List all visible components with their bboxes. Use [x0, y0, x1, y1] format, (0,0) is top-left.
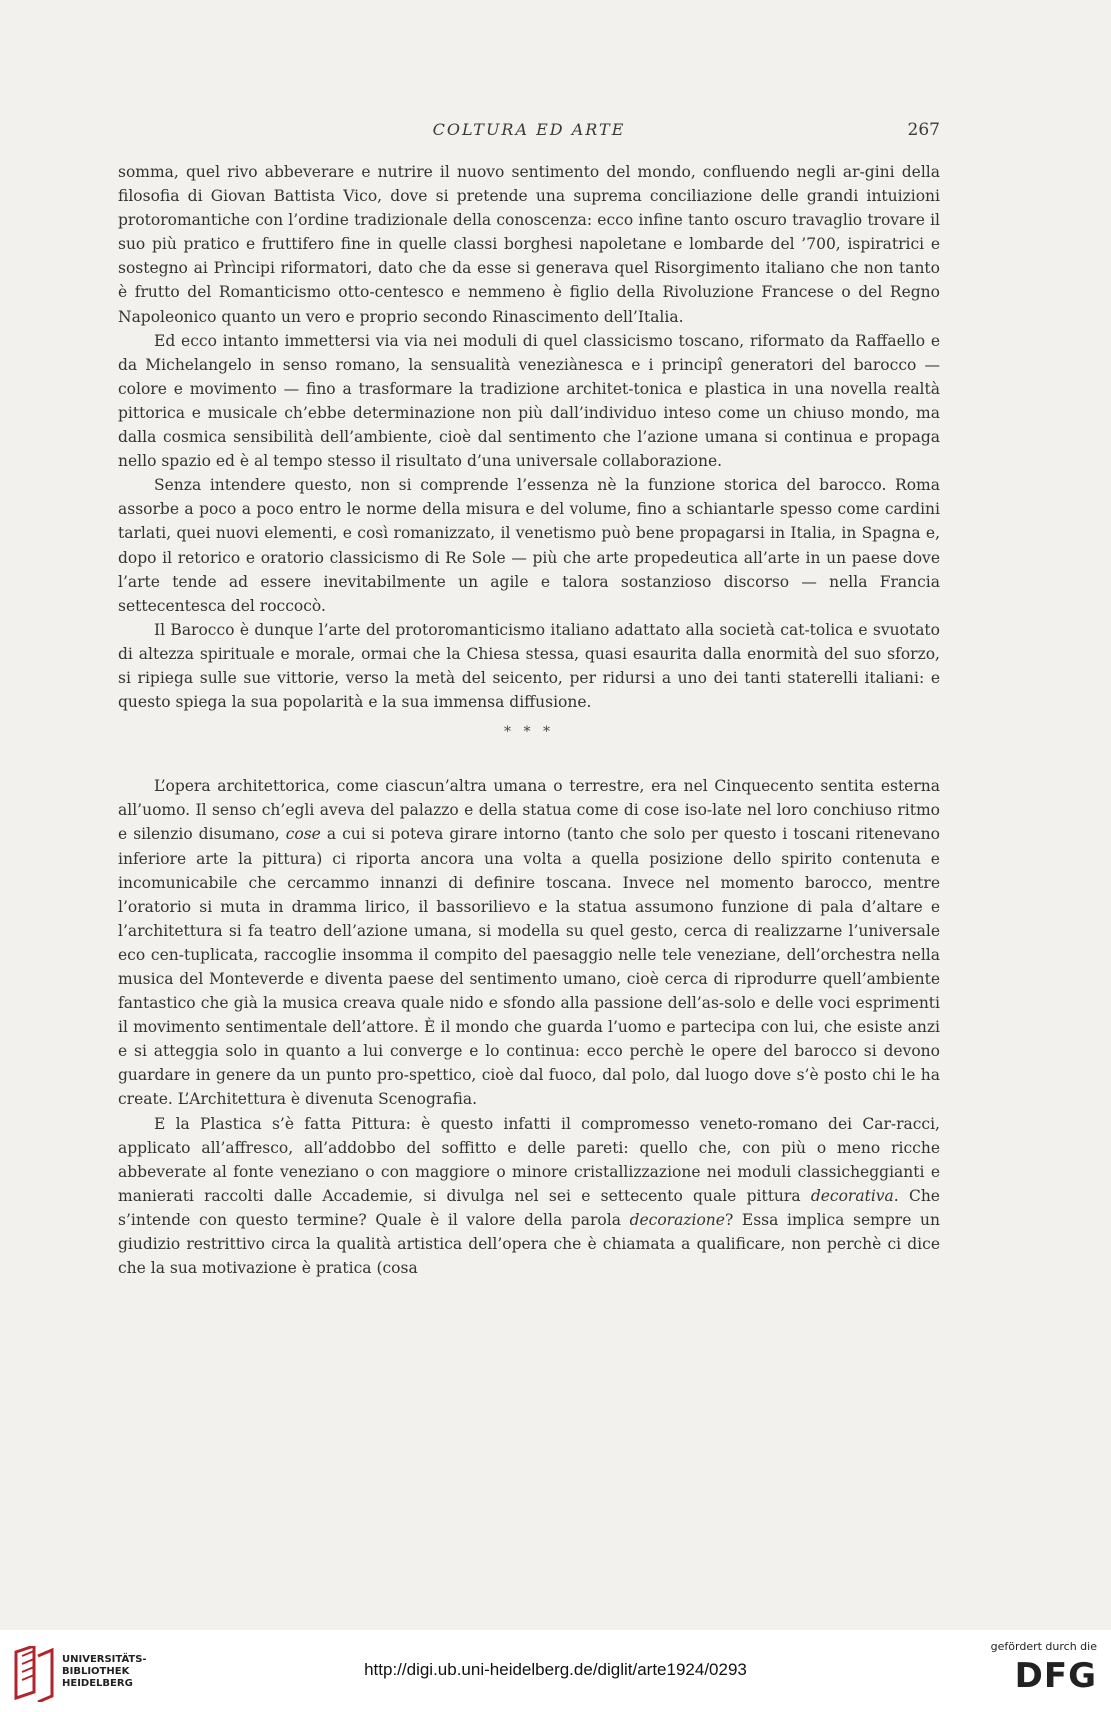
source-url-link[interactable]: http://digi.ub.uni-heidelberg.de/diglit/arte1924/0293 [364, 1660, 747, 1679]
paragraph-5 [118, 774, 940, 1111]
section-separator: * * * [504, 724, 554, 741]
paragraph-6-part: . Che s’intende con questo termine? Quale è il valore della parola [118, 1186, 940, 1229]
italic-term-decorazione: decorazione [629, 1210, 725, 1229]
body-text [118, 160, 940, 1280]
running-title: COLTURA ED ARTE [432, 120, 626, 139]
paragraph-1: somma, quel rivo abbeverare e nutrire il nuovo sentimento del mondo, confluendo negli ar-gini della filosofia di Giovan Battista Vico, dove si pretende una suprema conciliazione delle grandi intuizioni protoromantiche con l’ordine tradizionale della conoscenza: ecco infine tanto oscuro travaglio trovare il suo più pratico e fruttifero fine in quelle classi borghesi napoletane e lombarde del ’700, ispiratrici e sostegno ai Prìncipi riformatori, dato che da esse si generava quel Risorgimento italiano che non tanto è frutto del Romanticismo otto-centesco e nemmeno è figlio della Rivoluzione Francese o del Regno Napoleonico quanto un vero e proprio secondo Rinascimento dell’Italia. [118, 163, 940, 326]
paragraph-5-part: L’opera architettorica, come ciascun’altra umana o terrestre, era nel Cinquecento sentita esterna all’uomo. Il senso ch’egli aveva del palazzo e della statua come di cose iso-late nel loro conchiuso ritmo e silenzio disumano, [118, 777, 940, 844]
paragraph-3: Senza intendere questo, non si comprende l’essenza nè la funzione storica del barocco. Roma assorbe a poco a poco entro le norme della misura e del volume, fino a schiantarle spesso come cardini tarlati, quei nuovi elementi, e così romanizzato, il venetismo può bene propagarsi in Italia, in Spagna e, dopo il retorico e oratorio classicismo di Re Sole — più che arte propedeutica all’arte in un paese dove l’arte tende ad essere inevitabilmente un agile e talora sostanzioso discorso — nella Francia settecentesca del roccocò. [118, 476, 940, 615]
italic-term-cose: cose [285, 825, 321, 844]
paragraph-5-part: a cui si poteva girare intorno (tanto che solo per questo i toscani ritenevano inferiore arte la pittura) ci riporta ancora una volta a quella posizione dello spirito contenuta e incomunicabile che cercammo innanzi di definire toscana. Invece nel momento barocco, mentre l’oratorio si muta in dramma lirico, il bassorilievo e la statua assumono funzione di pala d’altare e l’architettura si fa teatro dell’azione umana, si modella su quel gesto, cerca di realizzarne l’universale eco cen-tuplicata, raccoglie insomma il compito del paesaggio nelle tele veneziane, dell’orchestra nella musica del Monteverde e diventa paese del sentimento umano, cioè cerca di riprodurre quell’ambiente fantastico che già la musica creava quale nido e sfondo alla passione dell’as-solo e delle voci esprimenti il movimento sentimentale dell’attore. È il mondo che guarda l’uomo e partecipa con lui, che esiste anzi e si atteggia solo in quanto a lui converge e lo continua: ecco perchè le opere del barocco si devono guardare in genere da un punto pro-spettico, cioè dal fuoco, dal polo, dal luogo dove s’è posto chi le ha create. L’Architettura è divenuta Scenografia. [118, 825, 940, 1109]
paragraph-6-part: ? Essa implica sempre un giudizio restrittivo circa la qualità artistica dell’opera che è chiamata a qualificare, non perchè ci dice che la sua motivazione è pratica (cosa [118, 1210, 940, 1278]
running-head [118, 120, 940, 146]
paragraph-6-part: E la Plastica s’è fatta Pittura: è questo infatti il compromesso veneto-romano dei Car-racci, applicato all’affresco, all’addobbo del soffitto e delle pareti: quello che, con più o meno ricche abbeverate al fonte veneziano o con maggiore o minore cristallizzazione nei moduli classicheggianti e manierati raccolti dalle Accademie, si divulga nel sei e settecento quale pittura [118, 1114, 940, 1205]
digitization-footer [0, 1630, 1111, 1712]
dfg-logo[interactable] [977, 1640, 1097, 1704]
funding-caption: gefördert durch die [990, 1640, 1097, 1653]
paragraph-2: Ed ecco intanto immettersi via via nei moduli di quel classicismo toscano, riformato da Raffaello e da Michelangelo in senso romano, la sensualità veneziànesca e i principî generatori del barocco — colore e movimento — fino a trasformare la tradizione architet-tonica e plastica in una novella realtà pittorica e musicale ch’ebbe determinazione non più dall’individuo inteso come un chiuso mondo, ma dalla cosmica sensibilità dell’ambiente, cioè dal sentimento che l’azione umana si continua e propaga nello spazio ed è al tempo stesso il risultato d’una universale collaborazione. [118, 331, 940, 471]
library-name: UNIVERSITÄTS- BIBLIOTHEK HEIDELBERG [62, 1654, 147, 1689]
italic-term-decorativa: decorativa [810, 1186, 894, 1205]
page-number: 267 [907, 120, 940, 140]
funder-name: DFG [1014, 1656, 1097, 1696]
paragraph-6 [118, 1112, 940, 1281]
paragraph-4: Il Barocco è dunque l’arte del protoromanticismo italiano adattato alla società cat-tolica e svuotato di altezza spirituale e morale, ormai che la Chiesa stessa, quasi esaurita dalla enormità del suo sforzo, si ripiega sulle sue vittorie, verso la metà del seicento, per ridursi a uno dei tanti staterelli italiani: e questo spiega la sua popolarità e la sua immensa diffusione. [118, 620, 940, 712]
